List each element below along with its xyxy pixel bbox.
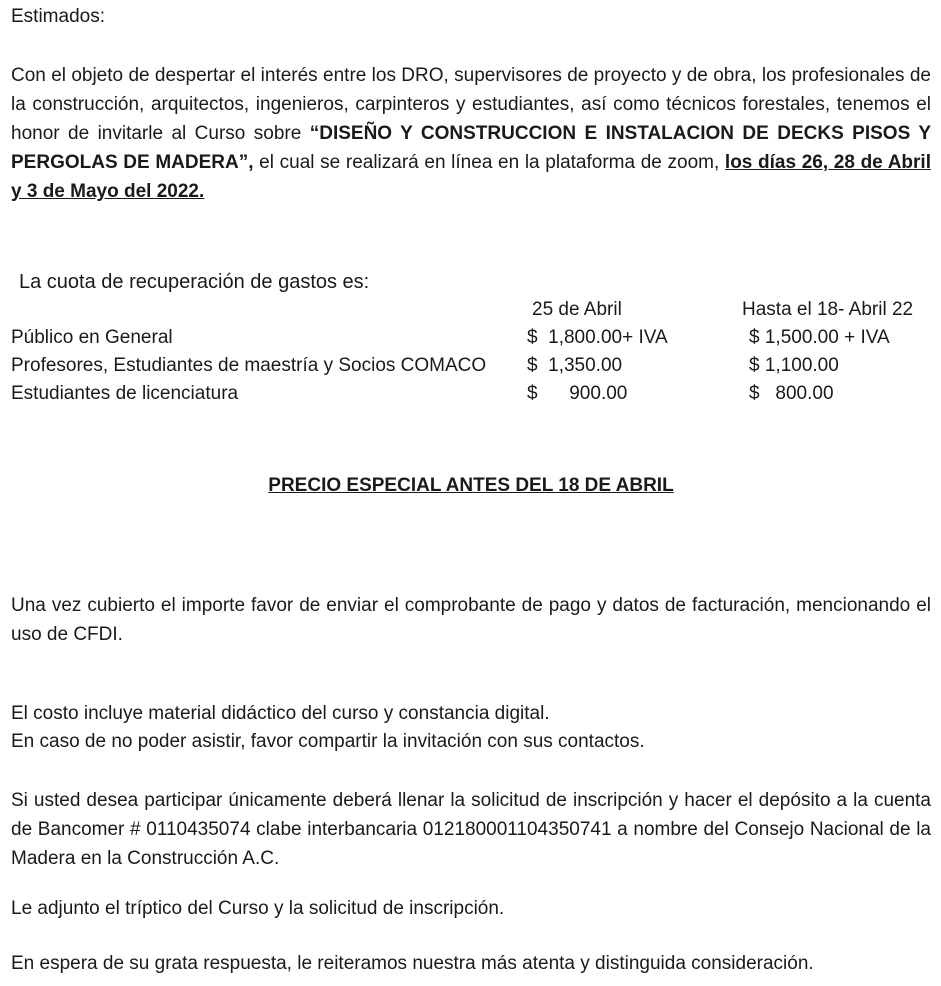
intro-paragraph: [11, 61, 931, 206]
greeting: Estimados:: [11, 6, 105, 27]
fee-label: Estudiantes de licenciatura: [11, 383, 239, 404]
attachment-note: Le adjunto el tríptico del Curso y la solicitud de inscripción.: [11, 898, 505, 919]
fees-intro: La cuota de recuperación de gastos es:: [19, 271, 370, 293]
intro-text-1: Con el objeto de despertar el interés entre los DRO, supervisores de proyecto y de obra, los profesionales de la construcción, arquitectos, ingenieros, carpinteros y estudiantes, así como técnicos forestales, tenemos el honor de invitarle al Curso sobre: [11, 65, 931, 144]
fee-label: Público en General: [11, 327, 173, 348]
fee-price-early: $ 900.00: [527, 383, 628, 404]
includes-note: El costo incluye material didáctico del curso y constancia digital.: [11, 703, 550, 724]
fee-row: [11, 383, 931, 409]
closing-line: En espera de su grata respuesta, le reiteramos nuestra más atenta y distinguida consideración.: [11, 953, 814, 974]
fee-column-header-early: 25 de Abril: [532, 299, 622, 320]
share-note: En caso de no poder asistir, favor compartir la invitación con sus contactos.: [11, 731, 645, 752]
fee-price-early: $ 1,350.00: [527, 355, 623, 376]
payment-note: Una vez cubierto el importe favor de enviar el comprobante de pago y datos de facturación, mencionando el uso de CFDI.: [11, 595, 931, 645]
fee-row: [11, 327, 931, 353]
fee-column-header-late: Hasta el 18- Abril 22: [742, 299, 914, 320]
fee-price-late: $ 1,100.00: [749, 355, 839, 376]
fee-price-early: $ 1,800.00+ IVA: [527, 327, 668, 348]
intro-text-2: el cual se realizará en línea en la plataforma de zoom,: [253, 152, 725, 173]
fee-label: Profesores, Estudiantes de maestría y Socios COMACO: [11, 355, 487, 376]
special-price-heading: PRECIO ESPECIAL ANTES DEL 18 DE ABRIL: [268, 475, 674, 496]
course-dates: los días 26, 28 de Abril y 3 de Mayo del 2022.: [11, 152, 931, 202]
course-title: “DISEÑO Y CONSTRUCCION E INSTALACION DE DECKS PISOS Y PERGOLAS DE MADERA”,: [11, 123, 932, 173]
fees-header-row: [11, 299, 931, 325]
fee-row: [11, 355, 931, 381]
fee-price-late: $ 800.00: [749, 383, 834, 404]
fee-price-late: $ 1,500.00 + IVA: [749, 327, 890, 348]
deposit-instructions: Si usted desea participar únicamente deberá llenar la solicitud de inscripción y hacer el depósito a la cuenta de Bancomer # 0110435074 clabe interbancaria 012180001104350741 a nombre del Consejo Nacional de la Madera en la Construcción A.C.: [11, 790, 931, 869]
